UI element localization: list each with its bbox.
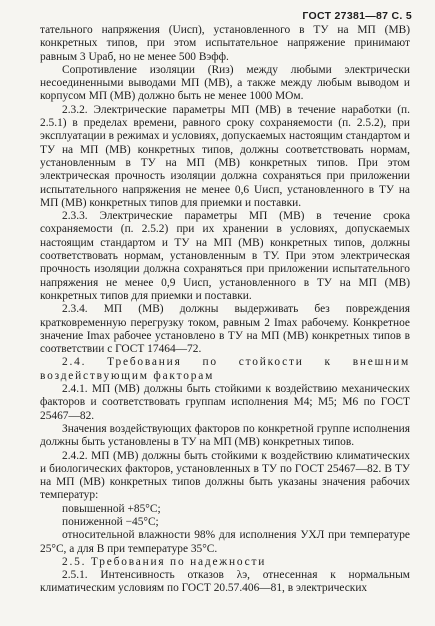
- list-item: повышенной +85°С;: [62, 502, 161, 515]
- paragraph: 2.3.2. Электрические параметры МП (МВ) в течение наработки (п. 2.5.1) в пределах времени, равного сроку сохраняемости (п. 2.5.2), при эксплуатации в режимах и условиях, допускаемых настоящим стандартом и ТУ на МП (МВ) конкретных типов, должны соответствовать нормам, установленным в ТУ на МП (МВ) конкретных типов. При этом электрическая прочность изоляции должна сохраняться при приложении испытательного напряжения не менее 0,6 Uисп, установленного в ТУ на МП (МВ) конкретных типов для приемки и поставки.: [40, 103, 410, 209]
- section-heading: 2.5. Требования по надежности: [62, 555, 267, 568]
- section-heading: 2.4. Требования по стойкости к внешним воздействующим факторам: [40, 356, 410, 382]
- paragraph: 2.4.1. МП (МВ) должны быть стойкими к воздействию механических факторов и соответствовать группам исполнения М4; М5; М6 по ГОСТ 25467—82.: [40, 383, 410, 422]
- paragraph: относительной влажности 98% для исполнения УХЛ при температуре 25°С, а для В при температуре 35°С.: [40, 529, 410, 555]
- paragraph: Сопротивление изоляции (Rиз) между любыми электрически несоединенными выводами МП (МВ), а также между любым выводом и корпусом МП (МВ) должно быть не менее 1000 МОм.: [40, 63, 410, 103]
- list-item: пониженной −45°С;: [62, 515, 159, 528]
- paragraph: 2.4.2. МП (МВ) должны быть стойкими к воздействию климатических и биологических факторов, установленных в ТУ по ГОСТ 25467—82. В ТУ на МП (МВ) конкретных типов должны быть указаны значения рабочих температур:: [40, 449, 410, 502]
- paragraph: Значения воздействующих факторов по конкретной группе исполнения должны быть установлены в ТУ на МП (МВ) конкретных типов.: [40, 422, 410, 449]
- paragraph: 2.3.4. МП (МВ) должны выдерживать без повреждения кратковременную перегрузку током, равным 2 Imax рабочему. Конкретное значение Imax рабочее установлено в ТУ на МП (МВ) конкретных типов в соответствии с ГОСТ 17464—72.: [40, 303, 410, 356]
- paragraph: 2.5.1. Интенсивность отказов λэ, отнесенная к нормальным климатическим условиям по ГОСТ 20.57.406—81, в электрических: [40, 569, 410, 595]
- paragraph: тательного напряжения (Uисп), установленного в ТУ на МП (МВ) конкретных типов, при этом испытательное напряжение принимают равным 3 Uраб, но не менее 500 Вэфф.: [40, 24, 410, 63]
- document-body: [40, 24, 410, 596]
- paragraph: 2.3.3. Электрические параметры МП (МВ) в течение срока сохраняемости (п. 2.5.2) при их хранении в условиях, допускаемых настоящим стандартом и ТУ на МП (МВ) конкретных типов, должны соответствовать нормам, установленным в ТУ. При этом электрическая прочность изоляции должна сохраняться при приложении испытательного напряжения не менее 0,9 Uисп, установленного в ТУ на МП (МВ) конкретных типов для приемки и поставки.: [40, 210, 410, 302]
- page-header: ГОСТ 27381—87 С. 5: [302, 10, 412, 22]
